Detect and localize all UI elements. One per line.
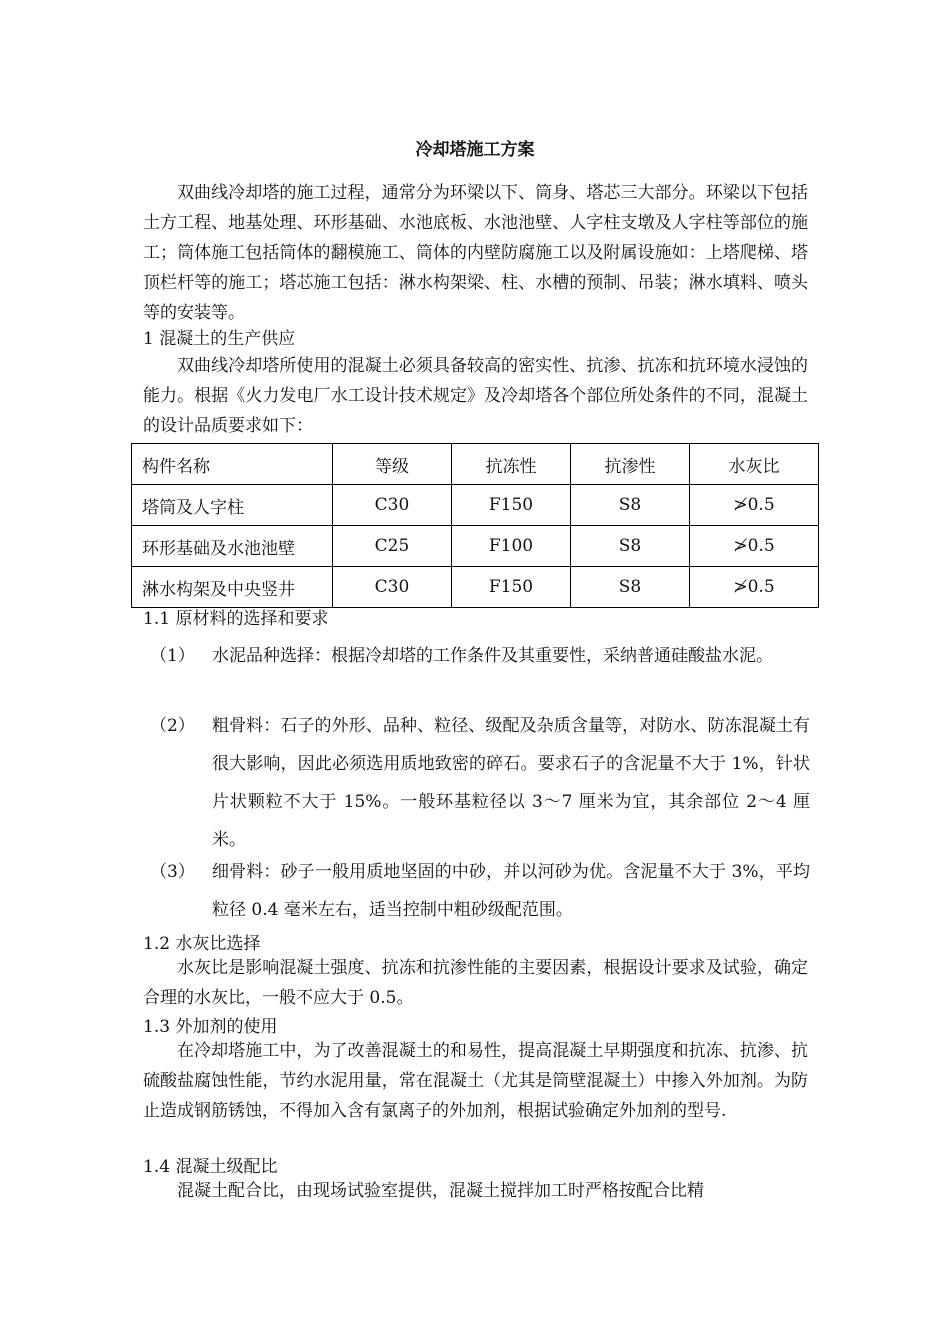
table-header-cell: 抗冻性	[452, 444, 571, 485]
list-item	[150, 637, 810, 713]
concrete-spec-table	[131, 443, 819, 608]
document-title: 冷却塔施工方案	[415, 140, 535, 160]
section-1-2-heading: 1.2 水灰比选择	[143, 934, 261, 954]
list-item-number: （3）	[150, 862, 195, 882]
section-1-2-paragraph: 水灰比是影响混凝土强度、抗冻和抗渗性能的主要因素，根据设计要求及试验，确定合理的水灰比，一般不应大于 0.5。	[143, 958, 808, 1008]
list-item-text: 细骨料：砂子一般用质地坚固的中砂，并以河砂为优。含泥量不大于 3%，平均粒径 0.4 毫米左右，适当控制中粗砂级配范围。	[212, 862, 810, 920]
table-cell: C30	[333, 567, 452, 608]
table-cell: C30	[333, 485, 452, 526]
list-item-text: 水泥品种选择：根据冷却塔的工作条件及其重要性，采纳普通硅酸盐水泥。	[212, 646, 773, 666]
list-item-number: （1）	[150, 646, 195, 666]
section-1-3-paragraph: 在冷却塔施工中，为了改善混凝土的和易性，提高混凝土早期强度和抗冻、抗渗、抗硫酸盐腐蚀性能，节约水泥用量，常在混凝土（尤其是筒壁混凝土）中掺入外加剂。为防止造成钢筋锈蚀，不得加入含有氯离子的外加剂，根据试验确定外加剂的型号.	[143, 1041, 808, 1121]
section-1-4-paragraph: 混凝土配合比，由现场试验室提供，混凝土搅拌加工时严格按配合比精	[177, 1181, 704, 1201]
table-header-cell: 抗渗性	[571, 444, 690, 485]
table-cell: C25	[333, 526, 452, 567]
list-item-number: （2）	[150, 716, 195, 736]
table-cell: 淋水构架及中央竖井	[132, 567, 333, 608]
table-cell: F150	[452, 485, 571, 526]
table-cell: S8	[571, 567, 690, 608]
table-cell: F100	[452, 526, 571, 567]
list-item-text: 粗骨料：石子的外形、品种、粒径、级配及杂质含量等，对防水、防冻混凝土有很大影响，因此必须选用质地致密的碎石。要求石子的含泥量不大于 1%，针状片状颗粒不大于 15%。一般环基粒径以 3～7 厘米为宜，其余部位 2～4 厘米。	[212, 716, 810, 850]
list-item	[150, 853, 810, 929]
table-cell: F150	[452, 567, 571, 608]
table-row	[132, 526, 819, 567]
section-1-4-heading: 1.4 混凝土级配比	[143, 1157, 278, 1177]
table-cell: S8	[571, 485, 690, 526]
table-header-cell: 等级	[333, 444, 452, 485]
table-row	[132, 567, 819, 608]
table-row	[132, 485, 819, 526]
section-1-heading: 1 混凝土的生产供应	[143, 329, 296, 349]
table-header-row	[132, 444, 819, 485]
list-item	[150, 707, 810, 859]
table-cell: ≯0.5	[690, 526, 819, 567]
section-1-1-heading: 1.1 原材料的选择和要求	[143, 609, 329, 629]
table-cell: ≯0.5	[690, 485, 819, 526]
table-cell: ≯0.5	[690, 567, 819, 608]
section-1-3-heading: 1.3 外加剂的使用	[143, 1017, 278, 1037]
table-cell: 塔筒及人字柱	[132, 485, 333, 526]
table-header-cell: 构件名称	[132, 444, 333, 485]
intro-paragraph: 双曲线冷却塔的施工过程，通常分为环梁以下、筒身、塔芯三大部分。环梁以下包括土方工程、地基处理、环形基础、水池底板、水池池壁、人字柱支墩及人字柱等部位的施工；筒体施工包括筒体的翻模施工、筒体的内壁防腐施工以及附属设施如：上塔爬梯、塔顶栏杆等的施工；塔芯施工包括：淋水构架梁、柱、水槽的预制、吊装；淋水填料、喷头等的安装等。	[143, 183, 808, 323]
table-cell: 环形基础及水池池壁	[132, 526, 333, 567]
section-1-paragraph: 双曲线冷却塔所使用的混凝土必须具备较高的密实性、抗渗、抗冻和抗环境水浸蚀的能力。根据《火力发电厂水工设计技术规定》及冷却塔各个部位所处条件的不同，混凝土的设计品质要求如下：	[143, 356, 808, 436]
table-cell: S8	[571, 526, 690, 567]
table-header-cell: 水灰比	[690, 444, 819, 485]
